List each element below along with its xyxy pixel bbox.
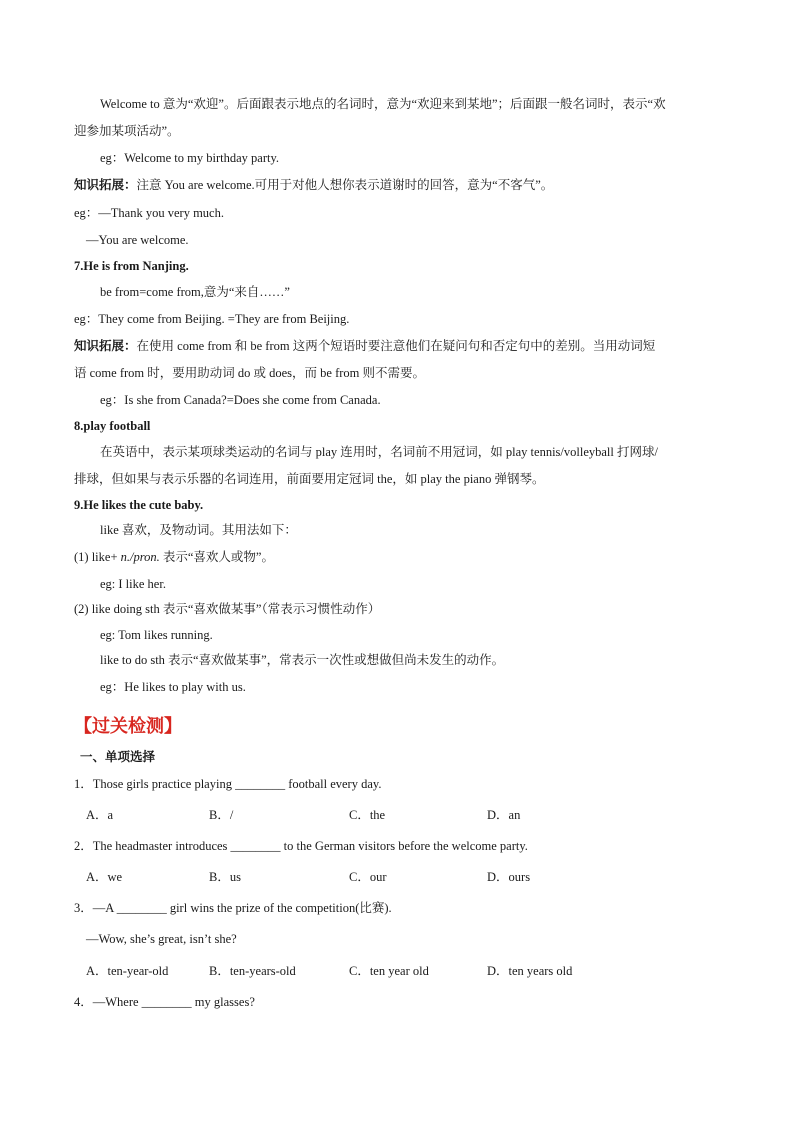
- example-canada: eg：Is she from Canada?=Does she come from Canada.: [100, 393, 381, 407]
- example-like-her: eg: I like her.: [100, 577, 166, 591]
- question-2-option-a[interactable]: A．we: [86, 870, 123, 884]
- knowledge-extension-text: 注意 You are welcome.可用于对他人想你表示道谢时的回答，意为“不客气”。: [136, 178, 554, 192]
- question-4-stem: 4．—Where ________ my glasses?: [74, 995, 255, 1009]
- part-of-speech: n./pron.: [120, 550, 160, 564]
- question-1-option-d[interactable]: D．an: [487, 808, 521, 822]
- section-title: 【过关检测】: [74, 716, 182, 737]
- question-3-option-b[interactable]: B．ten-years-old: [209, 964, 296, 978]
- question-3-option-d[interactable]: D．ten years old: [487, 964, 573, 978]
- example-reply: —You are welcome.: [86, 233, 189, 247]
- welcome-example: eg：Welcome to my birthday party.: [100, 151, 280, 165]
- example-thank-you: eg：—Thank you very much.: [74, 206, 224, 220]
- play-definition-line-1: 在英语中，表示某项球类运动的名词与 play 连用时，名词前不用冠词，如 play tennis/volleyball 打网球/: [100, 445, 658, 459]
- example-play-with-us: eg：He likes to play with us.: [100, 680, 246, 694]
- welcome-definition-line-1: Welcome to 意为“欢迎”。后面跟表示地点的名词时，意为“欢迎来到某地”；后面跟一般名词时，表示“欢: [100, 97, 666, 111]
- item-7-heading: 7.He is from Nanjing.: [74, 259, 189, 273]
- question-2-option-b[interactable]: B．us: [209, 870, 241, 884]
- question-2-option-c[interactable]: C．our: [349, 870, 387, 884]
- example-beijing: eg：They come from Beijing. =They are from Beijing.: [74, 312, 350, 326]
- question-3-stem-line-2: —Wow, she’s great, isn’t she?: [86, 932, 237, 946]
- question-2-stem: 2．The headmaster introduces ________ to the German visitors before the welcome party.: [74, 839, 528, 853]
- knowledge-extension-label: 知识拓展：: [74, 178, 137, 192]
- be-from-definition: be from=come from,意为“来自……”: [100, 285, 290, 299]
- question-3-option-a[interactable]: A．ten-year-old: [86, 964, 169, 978]
- item-9-heading: 9.He likes the cute baby.: [74, 498, 204, 512]
- question-1-option-c[interactable]: C．the: [349, 808, 386, 822]
- welcome-definition-line-2: 迎参加某项活动”。: [74, 124, 180, 138]
- part-title: 一、单项选择: [80, 750, 156, 764]
- play-definition-line-2: 排球，但如果与表示乐器的名词连用，前面要用定冠词 the，如 play the piano 弹钢琴。: [74, 472, 545, 486]
- like-usage-1-meaning: 表示“喜欢人或物”。: [159, 550, 274, 564]
- question-3-stem: 3．—A ________ girl wins the prize of the competition(比赛).: [74, 901, 392, 915]
- knowledge-extension-text: 在使用 come from 和 be from 这两个短语时要注意他们在疑问句和否定句中的差别。当用动词短: [136, 339, 656, 353]
- knowledge-extension-1: [74, 177, 553, 193]
- like-definition: like 喜欢，及物动词。其用法如下：: [100, 523, 297, 537]
- like-usage-1: [74, 549, 274, 565]
- like-usage-1-prefix: (1) like+: [74, 550, 121, 564]
- item-8-heading: 8.play football: [74, 419, 151, 433]
- question-1-option-b[interactable]: B．/: [209, 808, 234, 822]
- question-2-option-d[interactable]: D．ours: [487, 870, 531, 884]
- like-usage-2: (2) like doing sth 表示“喜欢做某事”（常表示习惯性动作）: [74, 602, 381, 616]
- knowledge-extension-label: 知识拓展：: [74, 339, 137, 353]
- question-1-stem: 1．Those girls practice playing ________ football every day.: [74, 777, 382, 791]
- like-to-do-definition: like to do sth 表示“喜欢做某事”，常表示一次性或想做但尚未发生的动作。: [100, 653, 505, 667]
- question-1-option-a[interactable]: A．a: [86, 808, 114, 822]
- knowledge-extension-2-line-2: 语 come from 时，要用助动词 do 或 does，而 be from 则不需要。: [74, 366, 426, 380]
- knowledge-extension-2: [74, 338, 655, 354]
- example-running: eg: Tom likes running.: [100, 628, 213, 642]
- question-3-option-c[interactable]: C．ten year old: [349, 964, 429, 978]
